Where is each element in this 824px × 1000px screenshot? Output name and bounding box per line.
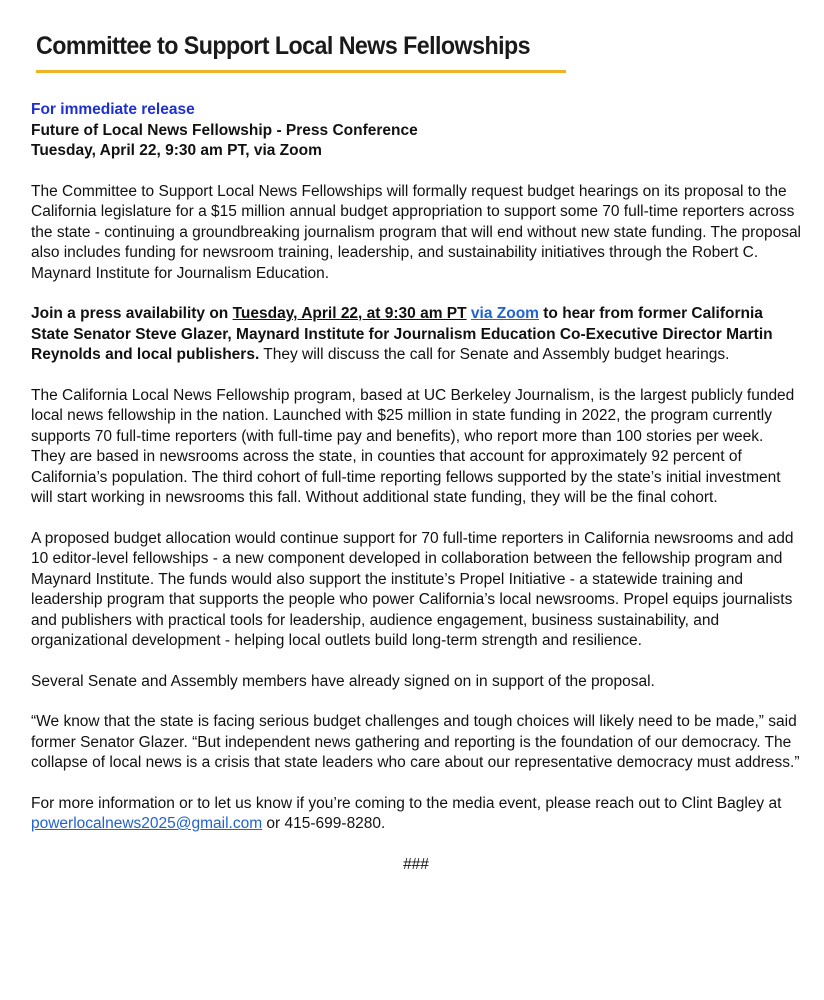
release-label: For immediate release (31, 101, 195, 118)
paragraph-intro: The Committee to Support Local News Fellowships will formally request budget hearings on its proposal to the California legislature for a $15 million annual budget appropriation to support some 70 full-time reporters across the state - continuing a groundbreaking journalism program that will end without new state funding. The proposal also includes funding for newsroom training, leadership, and sustainability initiatives through the Robert C. Maynard Institute for Journalism Education. (31, 182, 802, 282)
press-release-body (31, 100, 801, 875)
paragraph-budget: A proposed budget allocation would continue support for 70 full-time reporters in California newsrooms and add 10 editor-level fellowships - a new component developed in collaboration between the fellowship program and Maynard Institute. The funds would also support the institute’s Propel Initiative - a statewide training and leadership program that supports the people who power California’s local newsrooms. Propel equips journalists and publishers with practical tools for leadership, audience engagement, business sustainability, and organizational development - helping local outlets build long-term strength and resilience. (31, 529, 794, 649)
date-link[interactable]: Tuesday, April 22, at 9:30 am PT (232, 305, 467, 322)
paragraph-support: Several Senate and Assembly members have already signed on in support of the proposal. (31, 672, 655, 690)
paragraph-press-availability (31, 304, 801, 366)
release-header (31, 100, 801, 162)
email-link[interactable]: powerlocalnews2025@gmail.com (31, 815, 263, 832)
masthead (36, 28, 566, 73)
paragraph-quote: “We know that the state is facing serious budget challenges and tough choices will likely need to be made,” said former Senator Glazer. “But independent news gathering and reporting is the foundation of our democracy. The collapse of local news is a crisis that state leaders who care about our representative democracy must address.” (31, 713, 800, 771)
press-lead: Join a press availability on (31, 305, 233, 322)
paragraph-contact (31, 794, 801, 835)
event-time: Tuesday, April 22, 9:30 am PT, via Zoom (31, 142, 322, 159)
end-mark: ### (403, 855, 429, 873)
masthead-title: Committee to Support Local News Fellowships (36, 32, 531, 60)
contact-tail: or 415-699-8280. (262, 815, 386, 832)
zoom-link[interactable]: via Zoom (470, 305, 539, 322)
press-speakers: to hear from former California State Senator Steve Glazer, Maynard Institute for Journalism Education Co-Executive Director Martin Reynolds and local publishers. (31, 305, 773, 363)
press-tail: They will discuss the call for Senate and Assembly budget hearings. (259, 346, 730, 363)
paragraph-program: The California Local News Fellowship program, based at UC Berkeley Journalism, is the largest publicly funded local news fellowship in the nation. Launched with $25 million in state funding in 2022, the program currently supports 70 full-time reporters (with full-time pay and benefits), who report more than 100 stories per week. They are based in newsrooms across the state, in counties that account for approximately 92 percent of California’s population. The third cohort of full-time reporting fellows supported by the state’s initial investment will start working in newsrooms this fall. Without additional state funding, they will be the final cohort. (31, 386, 795, 506)
event-title: Future of Local News Fellowship - Press Conference (31, 121, 418, 139)
contact-lead: For more information or to let us know if you’re coming to the media event, please reach out to Clint Bagley at (31, 794, 782, 812)
masthead-rule (36, 70, 566, 73)
